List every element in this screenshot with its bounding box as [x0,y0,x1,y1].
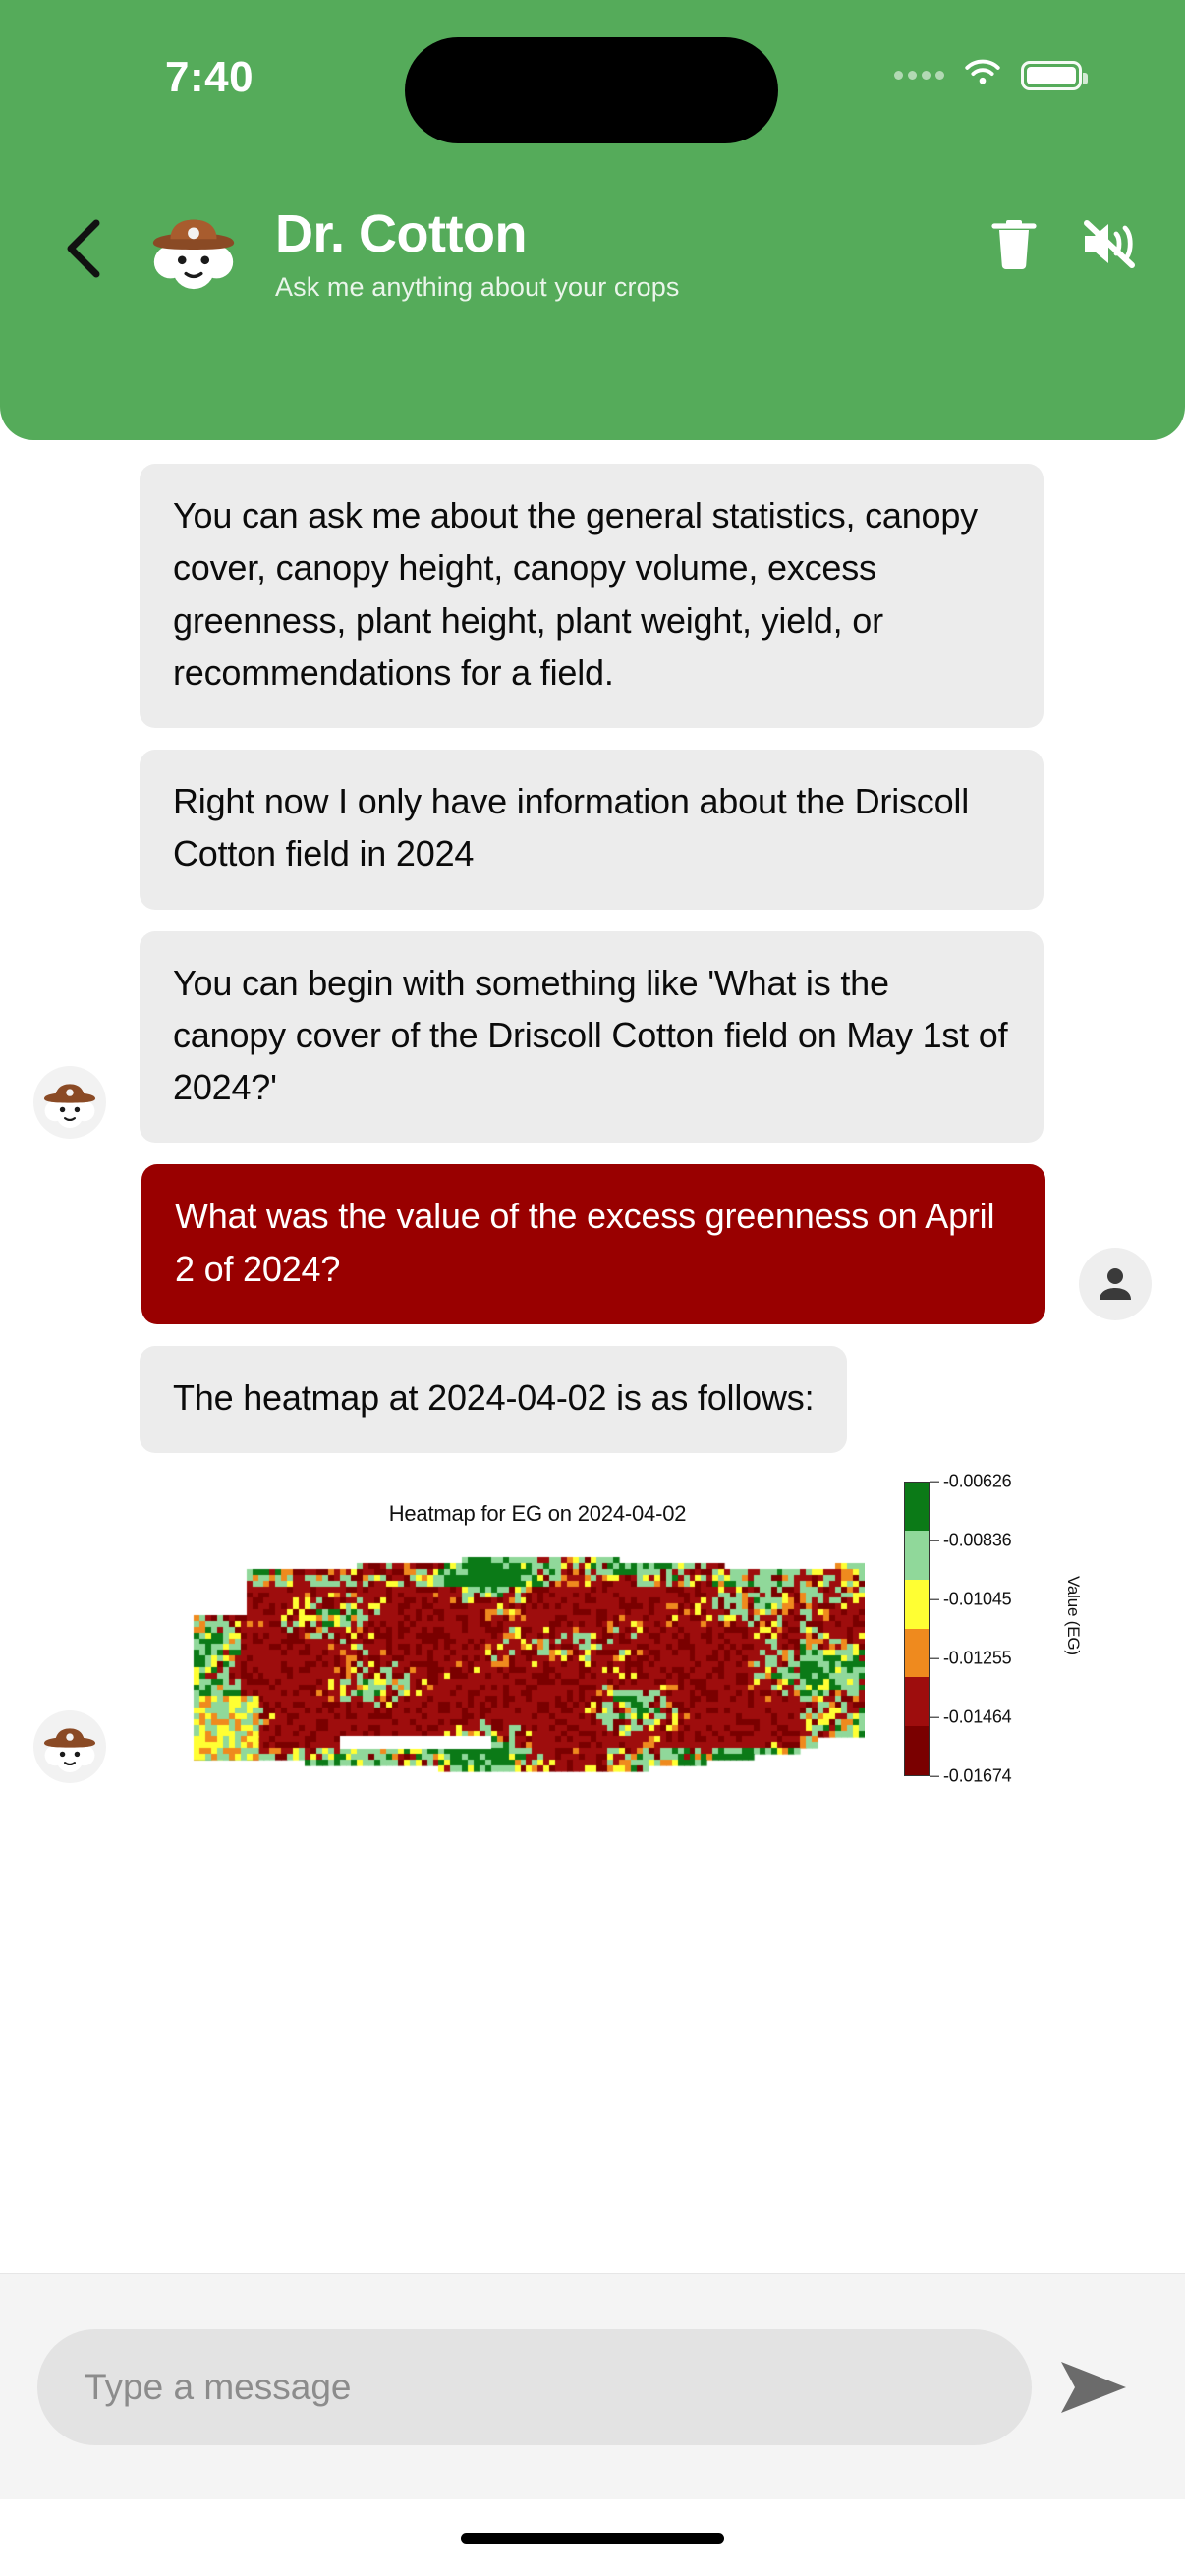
avatar-slot [0,906,140,910]
bot-message-bubble: The heatmap at 2024-04-02 is as follows: [140,1346,847,1453]
message-row-chart [0,1471,1185,1787]
message-row [0,1346,1185,1453]
message-composer [0,2273,1185,2499]
avatar-slot [1045,1248,1185,1324]
bot-message-bubble: You can ask me about the general statistics, canopy cover, canopy height, canopy volume, excess greenness, plant height, plant weight, yield, or recommendations for a field. [140,464,1044,728]
back-button[interactable] [29,204,138,293]
battery-icon [1021,61,1082,90]
message-input[interactable] [83,2366,987,2409]
heatmap-figure-bubble [140,1471,1084,1787]
send-icon[interactable] [1040,2333,1148,2441]
wifi-icon [962,57,1003,93]
trash-icon[interactable] [988,214,1040,278]
colorbar [904,1471,1086,1786]
volume-mute-icon[interactable] [1079,216,1138,276]
bot-message-bubble: Right now I only have information about the Driscoll Cotton field in 2024 [140,750,1044,910]
message-input-pill[interactable] [37,2329,1032,2445]
user-avatar-icon [1079,1248,1152,1320]
bot-message-bubble: You can begin with something like 'What is the canopy cover of the Driscoll Cotton field on May 1st of 2024?' [140,931,1044,1144]
page-title: Dr. Cotton [275,204,527,263]
header-actions [988,204,1138,278]
heatmap-image [177,1546,865,1777]
avatar-slot [0,1710,140,1787]
status-indicators [894,57,1082,93]
message-row [0,931,1185,1144]
colorbar-gradient [904,1482,930,1776]
status-bar [0,0,1185,147]
bot-mini-avatar-icon [33,1710,106,1783]
home-indicator [461,2533,724,2544]
avatar-slot [0,1066,140,1143]
dynamic-island [405,37,778,143]
colorbar-ticks: -0.00626 -0.00836 -0.01045 -0.01255 -0.01464 -0.01674 [930,1482,1057,1776]
message-row [0,1164,1185,1324]
message-row [0,464,1185,728]
app-bar [0,147,1185,440]
status-time: 7:40 [165,53,254,101]
avatar-slot [0,1449,140,1453]
heatmap-canvas-wrap [177,1546,865,1777]
user-message-bubble: What was the value of the excess greenness on April 2 of 2024? [141,1164,1045,1324]
avatar-slot [0,724,140,728]
chart-title: Heatmap for EG on 2024-04-02 [388,1501,687,1527]
signal-dots-icon [894,71,944,80]
home-indicator-area [0,2499,1185,2576]
bot-mini-avatar-icon [33,1066,106,1139]
header-titles [275,204,988,303]
page-subtitle: Ask me anything about your crops [275,271,680,302]
message-row [0,750,1185,910]
app-header [0,0,1185,440]
message-list[interactable] [0,440,1185,2273]
colorbar-label: Value (EG) [1064,1575,1084,1655]
heatmap-figure [140,1471,1084,1787]
cotton-bot-avatar [145,200,242,297]
